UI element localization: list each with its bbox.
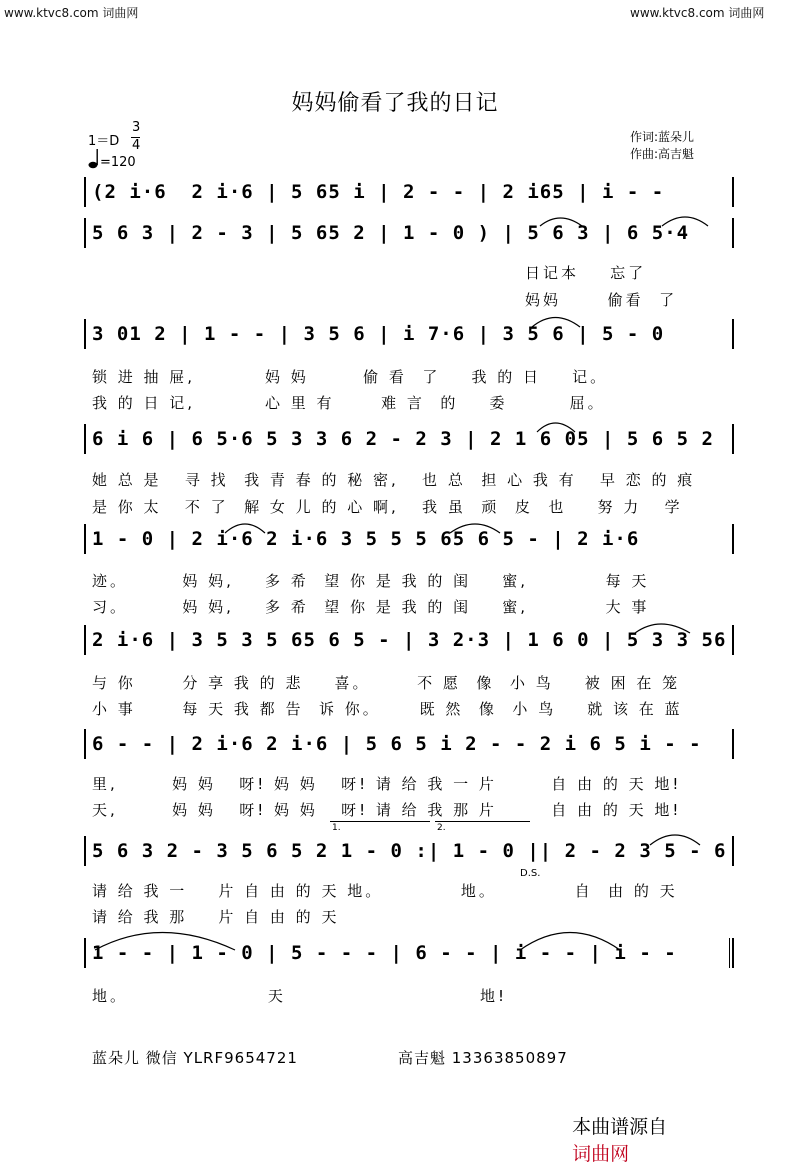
lyricist-contact: 蓝朵儿 微信 YLRF9654721	[92, 1049, 298, 1067]
watermark-right: www.ktvc8.com 词曲网	[630, 6, 765, 20]
song-title: 妈妈偷看了我的日记	[291, 91, 499, 116]
barline	[84, 729, 86, 759]
lyric-line: 请 给 我 一 片 自 由 的 天 地。 地。 自 由 的 天	[92, 882, 678, 900]
volta-first: 1.	[332, 823, 341, 833]
notation: (2 i·6 2 i·6 | 5 65 i | 2 - - | 2 i65 | i - -	[92, 181, 665, 203]
lyric-line: 请 给 我 那 片 自 由 的 天	[92, 908, 340, 926]
meter-bottom: 4	[132, 138, 141, 153]
staff-line-3	[84, 317, 734, 351]
quarter-note-icon	[88, 148, 100, 170]
barline	[732, 625, 734, 655]
barline	[84, 938, 86, 968]
barline	[732, 729, 734, 759]
notation: 3 01 2 | 1 - - | 3 5 6 | i 7·6 | 3 5 6 | 5 - 0	[92, 323, 665, 345]
barline	[732, 938, 734, 968]
source-attribution	[560, 1090, 667, 1166]
lyric-line: 妈妈 偷看 了	[525, 291, 678, 309]
notation: 1 - 0 | 2 i·6 2 i·6 3 5 5 5 65 6 5 - | 2 i·6	[92, 528, 640, 550]
staff-line-8	[84, 834, 734, 868]
barline	[732, 424, 734, 454]
barline	[84, 177, 86, 207]
barline	[732, 177, 734, 207]
ds-mark: D.S.	[520, 868, 541, 879]
barline	[84, 524, 86, 554]
lyric-line: 与 你 分 享 我 的 悲 喜。 不 愿 像 小 鸟 被 困 在 笼	[92, 674, 681, 692]
volta-bracket	[435, 821, 530, 822]
key-signature: 1＝D	[88, 134, 120, 149]
barline	[84, 836, 86, 866]
watermark-left: www.ktvc8.com 词曲网	[4, 6, 139, 20]
barline	[84, 319, 86, 349]
lyric-line: 地。 天 地!	[92, 987, 508, 1005]
source-prefix: 本曲谱源自	[572, 1116, 668, 1138]
lyric-line: 是 你 太 不 了 解 女 儿 的 心 啊, 我 虽 顽 皮 也 努 力 学	[92, 498, 683, 516]
lyric-line: 她 总 是 寻 找 我 青 春 的 秘 密, 也 总 担 心 我 有 早 恋 的 痕	[92, 471, 696, 489]
staff-line-4	[84, 422, 734, 456]
barline	[84, 625, 86, 655]
staff-line-2	[84, 216, 734, 250]
volta-second: 2.	[437, 823, 446, 833]
lyric-line: 里, 妈 妈 呀! 妈 妈 呀! 请 给 我 一 片 自 由 的 天 地!	[92, 775, 682, 793]
tempo-value: =120	[100, 155, 136, 170]
barline	[84, 424, 86, 454]
lyric-line: 天, 妈 妈 呀! 妈 妈 呀! 请 给 我 那 片 自 由 的 天 地!	[92, 801, 682, 819]
lyricist-credit: 作词:蓝朵儿	[630, 130, 695, 144]
notation: 5 6 3 2 - 3 5 6 5 2 1 - 0 :| 1 - 0 || 2 - 2 3 5 - 6	[92, 840, 727, 862]
lyric-line: 小 事 每 天 我 都 告 诉 你。 既 然 像 小 鸟 就 该 在 蓝	[92, 700, 683, 718]
lyric-line: 锁 进 抽 屉, 妈 妈 偷 看 了 我 的 日 记。	[92, 368, 609, 386]
lyric-line: 习。 妈 妈, 多 希 望 你 是 我 的 闺 蜜, 大 事	[92, 598, 650, 616]
volta-bracket	[330, 821, 430, 822]
lyric-line: 迹。 妈 妈, 多 希 望 你 是 我 的 闺 蜜, 每 天	[92, 572, 650, 590]
lyric-line: 我 的 日 记, 心 里 有 难 言 的 委 屈。	[92, 394, 606, 412]
staff-line-1	[84, 175, 734, 209]
meter-top: 3	[132, 120, 141, 135]
final-barline	[729, 938, 730, 968]
barline	[84, 218, 86, 248]
lyric-line: 日记本 忘了	[525, 264, 647, 282]
staff-line-7	[84, 727, 734, 761]
barline	[732, 836, 734, 866]
notation: 6 - - | 2 i·6 2 i·6 | 5 6 5 i 2 - - 2 i 6 5 i - -	[92, 733, 702, 755]
notation: 5 6 3 | 2 - 3 | 5 65 2 | 1 - 0 ) | 5 6 3 | 6 5·4	[92, 222, 690, 244]
notation: 2 i·6 | 3 5 3 5 65 6 5 - | 3 2·3 | 1 6 0 | 5 3 3 56	[92, 629, 727, 651]
notation: 6 i 6 | 6 5·6 5 3 3 6 2 - 2 3 | 2 1 6 05 | 5 6 5 2	[92, 428, 714, 450]
notation: 1 - - | 1 - 0 | 5 - - - | 6 - - | i - - | i - -	[92, 942, 677, 964]
staff-line-5	[84, 522, 734, 556]
source-site-link[interactable]: 词曲网	[572, 1143, 630, 1165]
composer-credit: 作曲:高吉魁	[630, 147, 695, 161]
staff-line-6	[84, 623, 734, 657]
composer-contact: 高吉魁 13363850897	[398, 1049, 568, 1067]
staff-line-9	[84, 936, 734, 970]
barline	[732, 218, 734, 248]
barline	[732, 319, 734, 349]
barline	[732, 524, 734, 554]
